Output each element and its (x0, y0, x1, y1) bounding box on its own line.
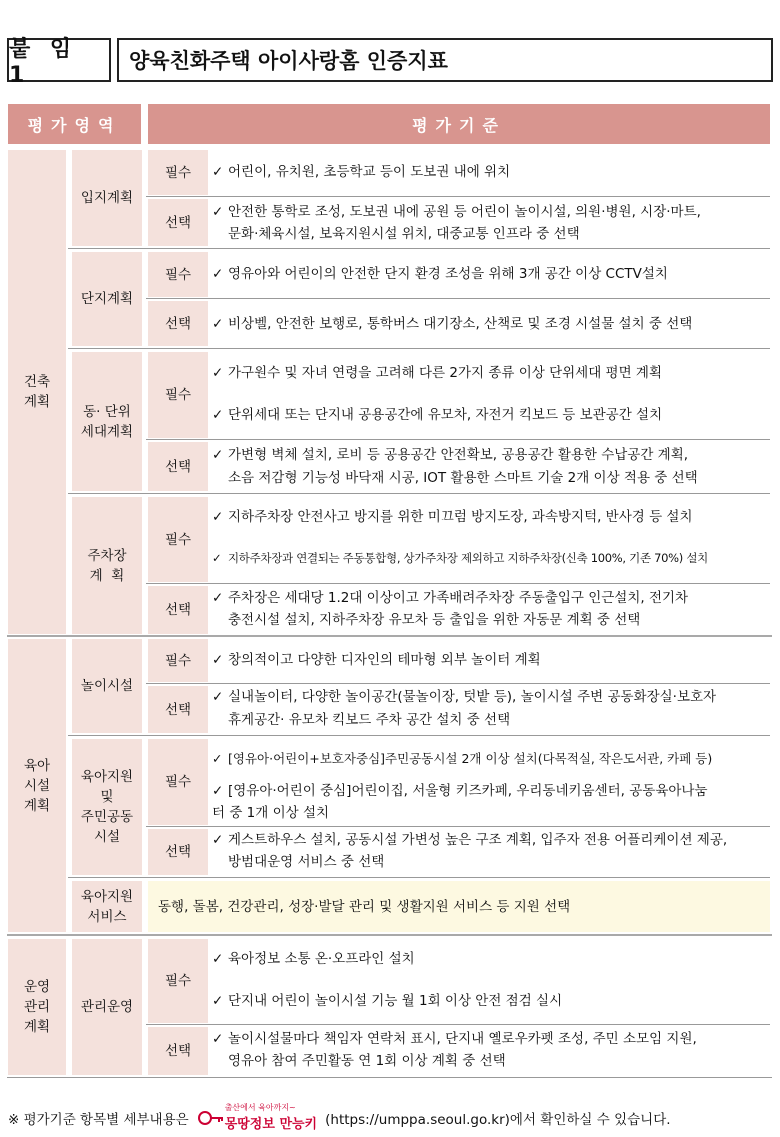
check-icon: ✓ (212, 1031, 224, 1047)
check-icon: ✓ (212, 447, 224, 463)
criteria-text: 가변형 벽체 설치, 로비 등 공용공간 안전확보, 공용공간 활용한 수납공간 계획, (228, 447, 689, 463)
criteria-text: 지하주차장과 연결되는 주동통합형, 상가주차장 제외하고 지하주차장(신축 100%, 기존 70%) 설치 (228, 551, 708, 565)
required-label (148, 352, 208, 438)
criteria-text: 가구원수 및 자녀 연령을 고려해 다른 2가지 종류 이상 단위세대 평면 계획 (228, 365, 662, 381)
section-title-line: 계획 (23, 1019, 51, 1035)
check-icon: ✓ (212, 204, 224, 220)
criteria-text: [영유아·어린이+보호자중심]주민공동시설 2개 이상 설치(다목적실, 작은도서관, 카페 등) (228, 751, 713, 766)
section-architecture (8, 150, 66, 634)
optional-text: 선택 (164, 214, 192, 231)
required-label (148, 939, 208, 1023)
criteria-unit-optional (212, 442, 770, 491)
section-title-line: 육아 (23, 757, 51, 774)
subcategory-label: 및 (100, 789, 114, 805)
required-text: 필수 (164, 652, 192, 669)
section-childcare (8, 639, 66, 932)
optional-text: 선택 (164, 458, 192, 475)
criteria-text: 주차장은 세대당 1.2대 이상이고 가족배려주차장 주동출입구 인근설치, 전기차 (228, 590, 689, 606)
criteria-text: 휴게공간· 유모차 킥보드 주차 공간 설치 중 선택 (228, 712, 511, 728)
subcategory-operation (72, 939, 142, 1075)
criteria-location-required (212, 150, 770, 195)
criteria-support-required (212, 739, 770, 825)
check-icon: ✓ (212, 590, 224, 606)
required-label (148, 739, 208, 825)
subcategory-label: 서비스 (87, 908, 127, 925)
subcategory-label: 단지계획 (80, 291, 134, 307)
optional-text: 선택 (164, 315, 192, 332)
required-label (148, 150, 208, 195)
subcategory-unit (72, 352, 142, 491)
criteria-location-optional (212, 199, 770, 246)
subcategory-label: 주차장 (87, 547, 127, 564)
criteria-text: 터 중 1개 이상 설치 (212, 805, 330, 821)
logo-tagline: 출산에서 육아까지~ (224, 1103, 296, 1112)
check-icon: ✓ (212, 652, 224, 668)
mannungki-logo[interactable] (197, 1103, 317, 1132)
required-text: 필수 (164, 164, 192, 181)
criteria-parking-optional (212, 586, 770, 634)
check-icon: ✓ (212, 365, 224, 381)
criteria-text: 영유아와 어린이의 안전한 단지 환경 조성을 위해 3개 공간 이상 CCTV설치 (228, 266, 668, 282)
criteria-text: 실내놀이터, 다양한 놀이공간(물놀이장, 텃밭 등), 놀이시설 주변 공동화장실·보호자 (228, 689, 717, 705)
subcategory-label: 주민공동 (80, 809, 134, 825)
criteria-text: 동행, 돌봄, 건강관리, 성장·발달 관리 및 생활지원 서비스 등 지원 선택 (158, 898, 571, 915)
optional-text: 선택 (164, 701, 192, 718)
check-icon: ✓ (212, 689, 224, 705)
required-text: 필수 (164, 531, 192, 548)
criteria-text: 어린이, 유치원, 초등학교 등이 도보권 내에 위치 (228, 164, 511, 180)
column-header-area: 평가영역 (8, 104, 141, 144)
key-icon (197, 1107, 225, 1129)
optional-label (148, 199, 208, 246)
criteria-text: 게스트하우스 설치, 공동시설 가변성 높은 구조 계획, 입주자 전용 어플리케이션 제공, (228, 832, 728, 848)
required-text: 필수 (164, 266, 192, 283)
criteria-text: 영유아 참여 주민활동 연 1회 이상 계획 중 선택 (228, 1053, 506, 1069)
criteria-text: 비상벨, 안전한 보행로, 통학버스 대기장소, 산책로 및 조경 시설물 설치 중 선택 (228, 316, 693, 332)
criteria-text: [영유아·어린이 중심]어린이집, 서울형 키즈카페, 우리동네키움센터, 공동육아나눔 (228, 783, 708, 799)
subcategory-label: 동· 단위 (83, 403, 131, 420)
subcategory-label: 시설 (93, 829, 121, 845)
check-icon: ✓ (212, 509, 224, 525)
column-header-criteria: 평가기준 (148, 104, 770, 144)
criteria-support-optional (212, 829, 770, 875)
criteria-unit-required (212, 352, 770, 438)
attachment-label: 붙 임 1 (7, 38, 111, 82)
optional-label (148, 301, 208, 346)
criteria-operation-optional (212, 1027, 770, 1075)
criteria-operation-required (212, 939, 770, 1023)
section-title-line: 시설 (23, 777, 51, 794)
criteria-complex-optional (212, 301, 770, 346)
optional-text: 선택 (164, 1043, 192, 1059)
criteria-text: 단지내 어린이 놀이시설 기능 월 1회 이상 안전 점검 실시 (228, 993, 563, 1009)
footer-suffix: (https://umppa.seoul.go.kr)에서 확인하실 수 있습니다. (325, 1111, 671, 1128)
criteria-play-required (212, 639, 770, 682)
criteria-service (148, 881, 770, 932)
criteria-complex-required (212, 252, 770, 297)
subcategory-label: 관리운영 (80, 999, 134, 1015)
check-icon: ✓ (212, 993, 224, 1009)
criteria-text: 소음 저감형 기능성 바닥재 시공, IOT 활용한 스마트 기술 2개 이상 적용 중 선택 (228, 470, 698, 486)
required-text: 필수 (164, 387, 192, 403)
criteria-text: 충전시설 설치, 지하주차장 유모차 등 출입을 위한 자동문 계획 중 선택 (228, 612, 641, 628)
criteria-text: 지하주차장 안전사고 방지를 위한 미끄럼 방지도장, 과속방지턱, 반사경 등 설치 (228, 509, 693, 525)
required-label (148, 639, 208, 682)
optional-label (148, 686, 208, 733)
check-icon: ✓ (212, 551, 222, 565)
subcategory-label: 입지계획 (80, 190, 134, 206)
page-title: 양육친화주택 아이사랑홈 인증지표 (117, 38, 773, 82)
subcategory-complex (72, 252, 142, 346)
required-text: 필수 (164, 973, 192, 989)
optional-label (148, 1027, 208, 1075)
optional-label (148, 586, 208, 634)
check-icon: ✓ (212, 783, 224, 799)
section-title-line: 운영 (23, 979, 51, 995)
check-icon: ✓ (212, 951, 224, 967)
footer-prefix: ※ 평가기준 항목별 세부내용은 (8, 1111, 189, 1128)
check-icon: ✓ (212, 832, 224, 848)
subcategory-service (72, 881, 142, 932)
subcategory-location (72, 150, 142, 246)
check-icon: ✓ (212, 751, 223, 766)
optional-label (148, 829, 208, 875)
criteria-play-optional (212, 686, 770, 733)
optional-text: 선택 (164, 844, 192, 860)
required-label (148, 497, 208, 582)
subcategory-label: 육아지원 (80, 769, 134, 785)
section-title-line: 계획 (23, 797, 51, 814)
check-icon: ✓ (212, 266, 224, 282)
subcategory-parking (72, 497, 142, 634)
section-title-line: 계획 (23, 394, 51, 410)
criteria-text: 문화·체육시설, 보육지원시설 위치, 대중교통 인프라 중 선택 (228, 226, 580, 242)
subcategory-support (72, 739, 142, 875)
check-icon: ✓ (212, 316, 224, 332)
criteria-text: 창의적이고 다양한 디자인의 테마형 외부 놀이터 계획 (228, 652, 541, 668)
criteria-text: 방범대운영 서비스 중 선택 (228, 854, 385, 870)
criteria-parking-required (212, 497, 770, 582)
required-text: 필수 (164, 774, 192, 790)
logo-name: 몽땅정보 만능키 (224, 1117, 318, 1132)
subcategory-label: 계 획 (89, 567, 125, 584)
check-icon: ✓ (212, 164, 224, 180)
criteria-text: 육아정보 소통 온·오프라인 설치 (228, 951, 415, 967)
optional-text: 선택 (164, 602, 192, 618)
subcategory-label: 놀이시설 (80, 678, 134, 694)
check-icon: ✓ (212, 407, 224, 423)
subcategory-label: 육아지원 (80, 888, 134, 905)
section-management (8, 939, 66, 1075)
section-title-line: 관리 (23, 999, 51, 1015)
subcategory-play (72, 639, 142, 733)
section-title-line: 건축 (23, 374, 51, 390)
criteria-text: 단위세대 또는 단지내 공용공간에 유모차, 자전거 킥보드 등 보관공간 설치 (228, 407, 663, 423)
criteria-text: 놀이시설물마다 책임자 연락처 표시, 단지내 옐로우카펫 조성, 주민 소모임 지원, (228, 1031, 697, 1047)
footer-note (8, 1103, 671, 1132)
criteria-text: 안전한 통학로 조성, 도보권 내에 공원 등 어린이 놀이시설, 의원·병원, 시장·마트, (228, 204, 701, 220)
required-label (148, 252, 208, 297)
subcategory-label: 세대계획 (80, 423, 134, 440)
optional-label (148, 442, 208, 491)
